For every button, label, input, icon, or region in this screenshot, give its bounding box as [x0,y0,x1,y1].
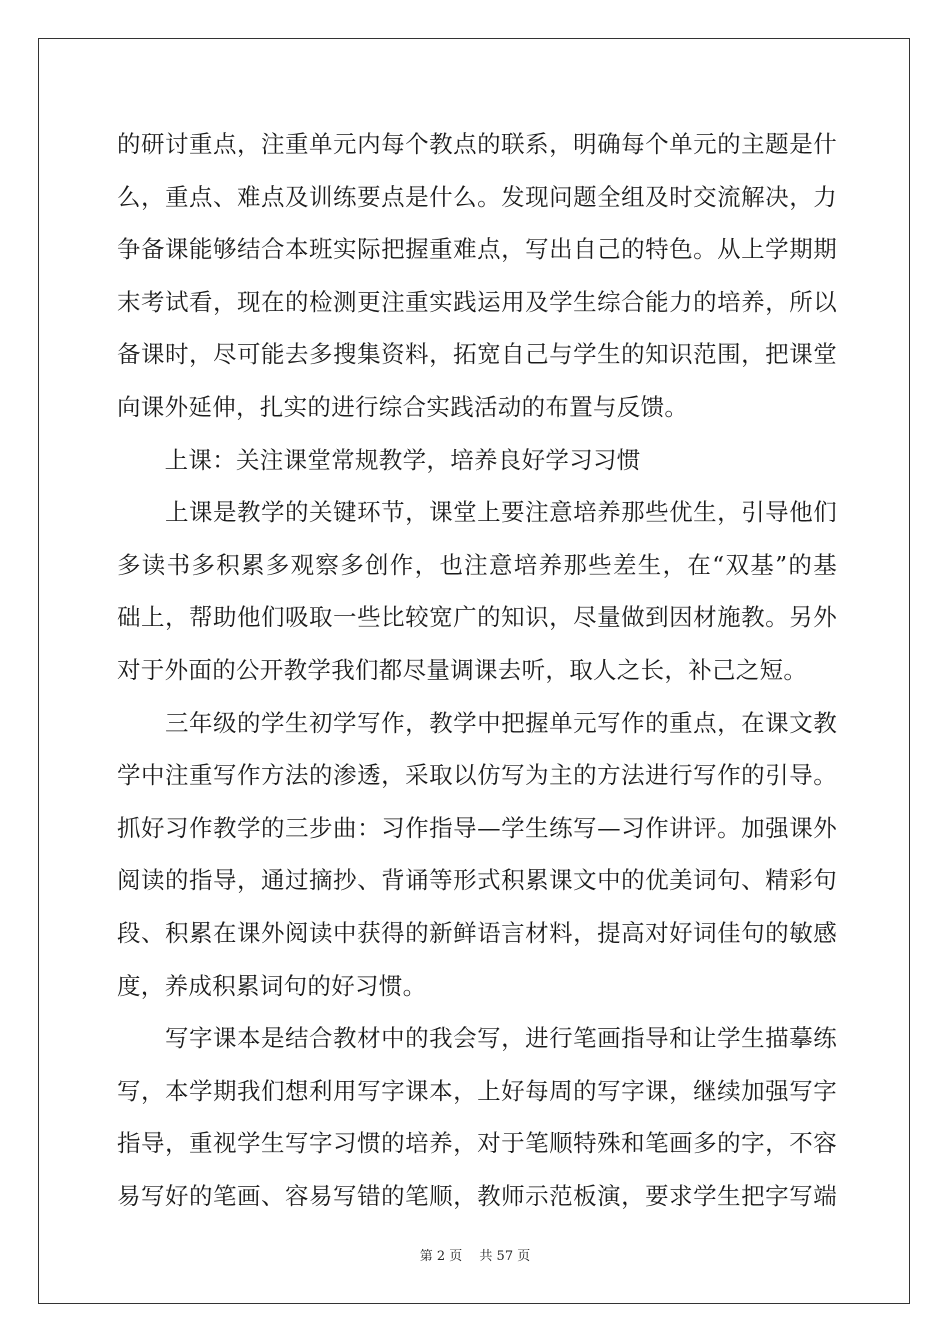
text-line: 的研讨重点，注重单元内每个教点的联系，明确每个单元的主题是什 [117,130,837,158]
text-line: 易写好的笔画、容易写错的笔顺，教师示范板演，要求学生把字写端 [117,1181,837,1210]
text-line: 础上，帮助他们吸取一些比较宽广的知识，尽量做到因材施教。另外 [117,603,837,632]
document-body [117,118,837,1222]
text-line: 上课是教学的关键环节，课堂上要注意培养那些优生，引导他们 [117,498,837,527]
text-line: 对于外面的公开教学我们都尽量调课去听，取人之长，补己之短。 [117,655,808,684]
text-line: 向课外延伸，扎实的进行综合实践活动的布置与反馈。 [117,392,689,421]
heading-line: 上课：关注课堂常规教学，培养良好学习习惯 [117,445,641,474]
paragraph-1 [117,118,837,434]
text-line: 末考试看，现在的检测更注重实践运用及学生综合能力的培养，所以 [117,287,837,316]
paragraph-3 [117,697,837,1013]
section-heading [117,434,837,487]
text-line: 指导，重视学生写字习惯的培养，对于笔顺特殊和笔画多的字，不容 [117,1129,837,1158]
text-line: 备课时，尽可能去多搜集资料，拓宽自己与学生的知识范围，把课堂 [117,340,837,369]
text-line: 抓好习作教学的三步曲：习作指导—学生练写—习作讲评。加强课外 [117,813,837,842]
text-line: 阅读的指导，通过摘抄、背诵等形式积累课文中的优美词句、精彩句 [117,866,837,895]
text-line: 度，养成积累词句的好习惯。 [117,971,427,1000]
text-line: 三年级的学生初学写作，教学中把握单元写作的重点，在课文教 [117,708,837,737]
text-line: 么，重点、难点及训练要点是什么。发现问题全组及时交流解决，力 [117,182,837,211]
text-line: 争备课能够结合本班实际把握重难点，写出自己的特色。从上学期期 [117,235,837,264]
paragraph-4 [117,1012,837,1222]
text-line: 写，本学期我们想利用写字课本，上好每周的写字课，继续加强写字 [117,1076,837,1105]
text-line: 多读书多积累多观察多创作，也注意培养那些差生，在“双基”的基 [117,550,837,579]
text-line: 段、积累在课外阅读中获得的新鲜语言材料，提高对好词佳句的敏感 [117,918,837,947]
paragraph-2 [117,486,837,696]
text-line: 写字课本是结合教材中的我会写，进行笔画指导和让学生描摹练 [117,1024,837,1053]
text-line: 学中注重写作方法的渗透，采取以仿写为主的方法进行写作的引导。 [117,761,837,790]
page-number: 第 2 页 共 57 页 [419,1249,531,1264]
